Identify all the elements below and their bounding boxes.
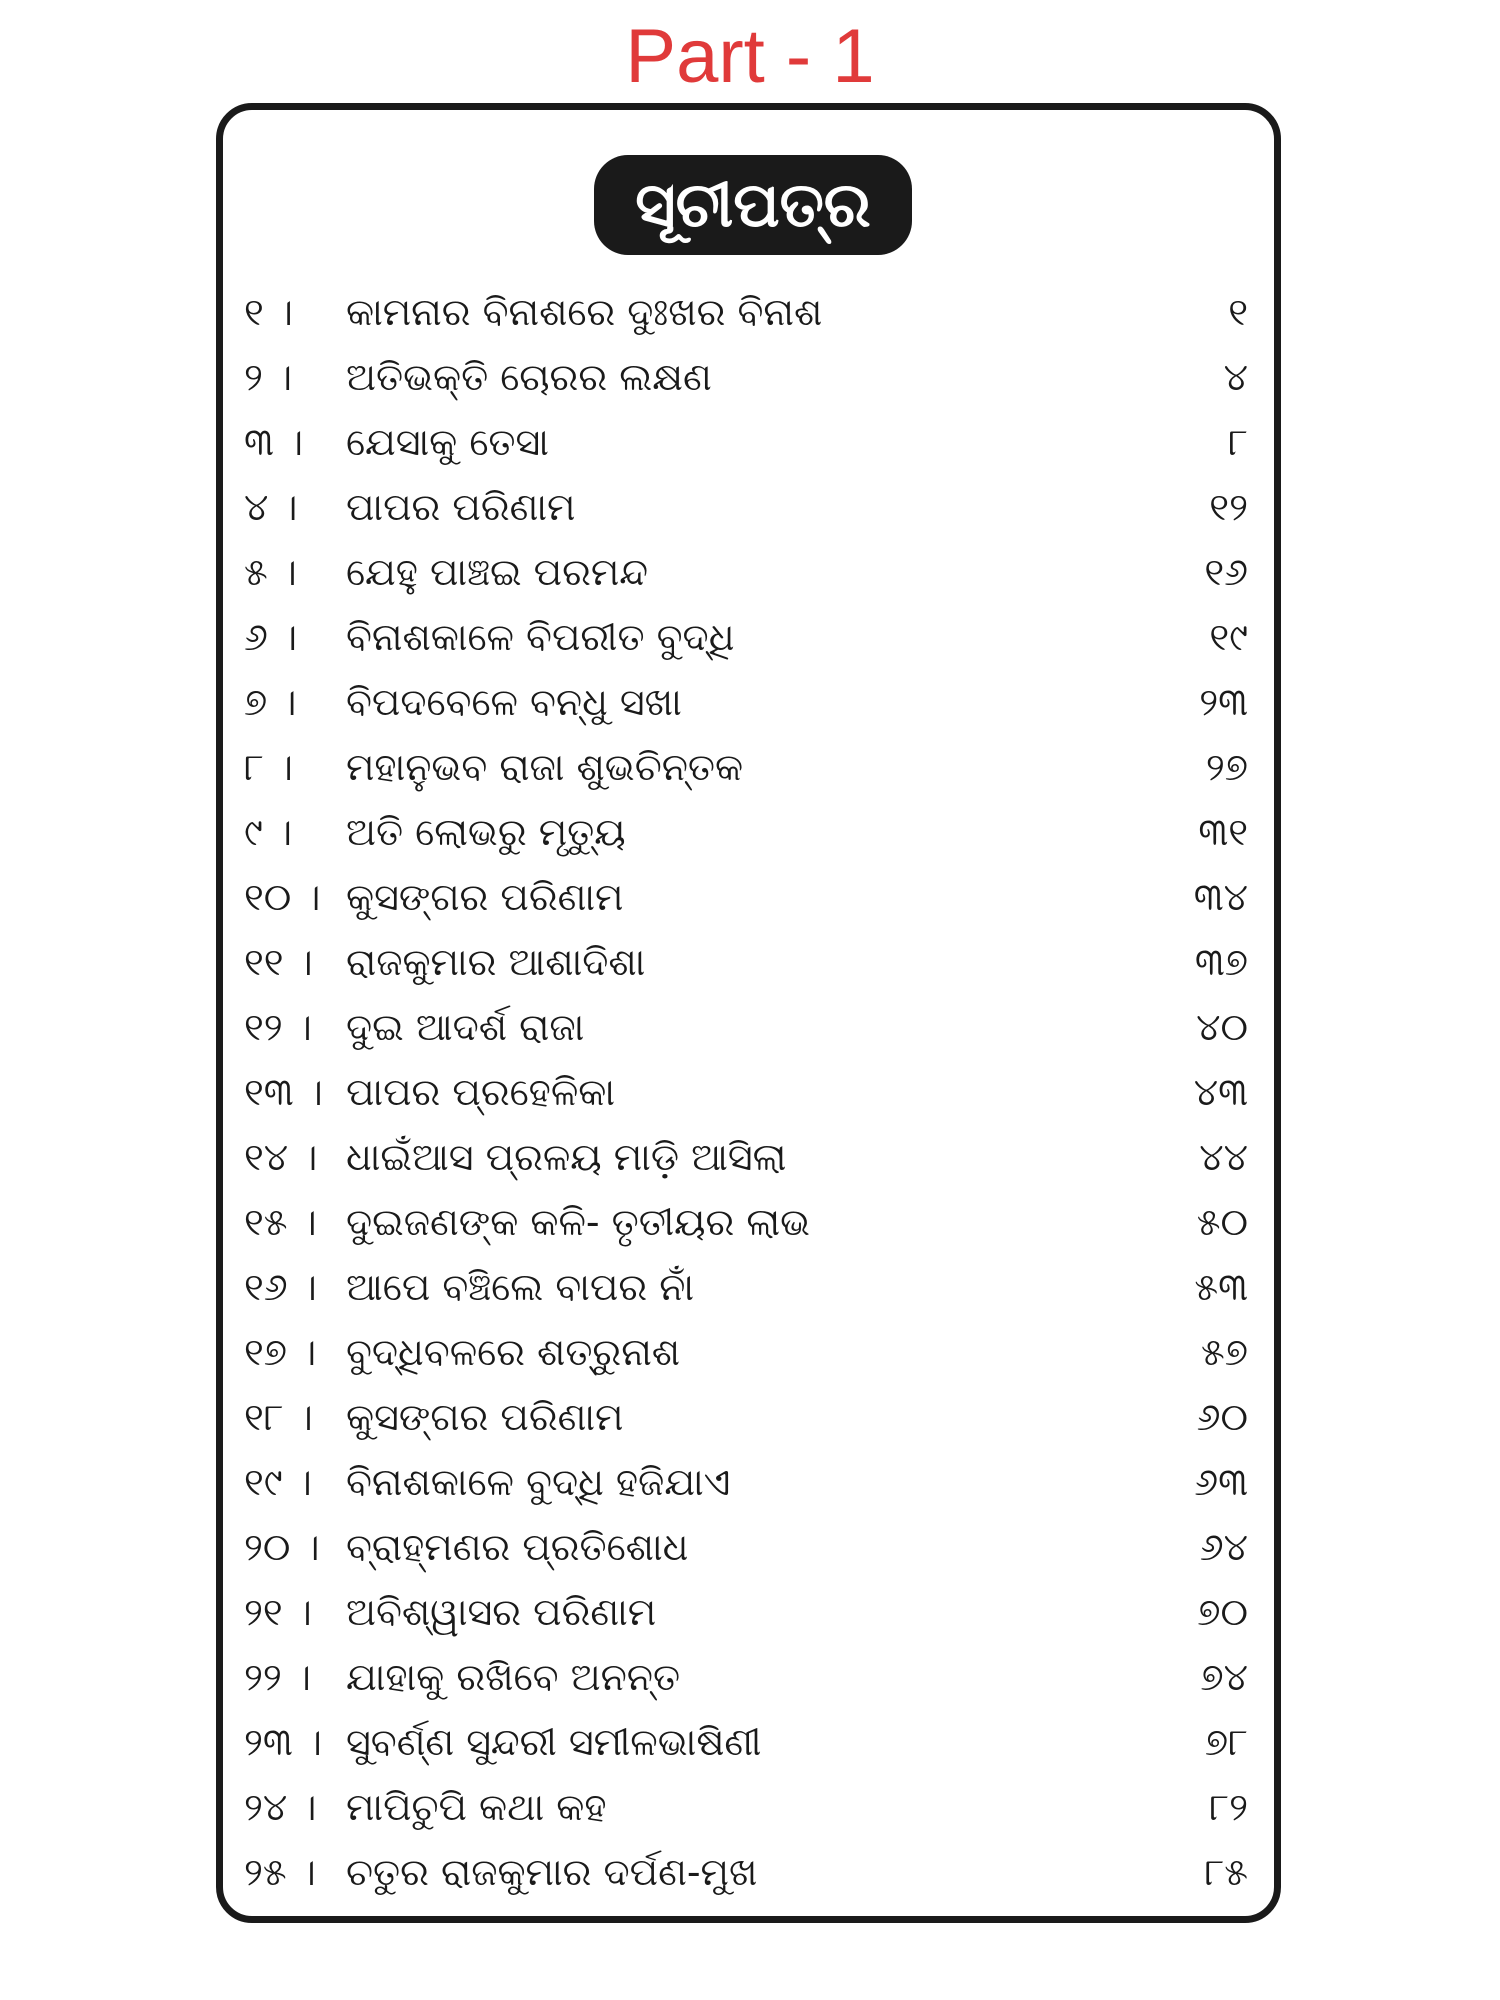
toc-entry-number: ୨ । (244, 355, 293, 399)
toc-entry (244, 475, 1248, 540)
toc-entry (244, 605, 1248, 670)
toc-entry-title: ସୁବର୍ଣ୍ଣ ସୁନ୍ଦରୀ ସମୀଳଭାଷିଣୀ (346, 1720, 762, 1764)
toc-entry-number: ୧୦ । (244, 875, 321, 919)
toc-entry (244, 1190, 1248, 1255)
toc-entry-number: ୧୩ । (244, 1070, 323, 1114)
toc-entry-page: ୫୦ (1196, 1200, 1248, 1244)
toc-entry (244, 1060, 1248, 1125)
toc-entry-number: ୧୫ । (244, 1200, 317, 1244)
toc-entry-number: ୧୧ । (244, 940, 313, 984)
toc-entry-title: ବିପଦବେଳେ ବନ୍ଧୁ ସଖା (346, 680, 682, 724)
toc-entry-page: ୧୬ (1204, 550, 1248, 594)
toc-entry (244, 345, 1248, 410)
toc-list (244, 280, 1248, 1905)
toc-entry-title: କୁସଙ୍ଗର ପରିଣାମ (346, 1395, 624, 1439)
toc-entry-title: ପାପର ପ୍ରହେଳିକା (346, 1070, 615, 1114)
toc-entry-page: ୮୫ (1204, 1850, 1248, 1894)
toc-entry-number: ୨୧ । (244, 1590, 312, 1634)
toc-entry-number: ୨୫ । (244, 1850, 316, 1894)
toc-entry-page: ୭୮ (1204, 1720, 1248, 1764)
toc-entry-title: ଯାହାକୁ ରଖିବେ ଅନନ୍ତ (346, 1655, 681, 1699)
toc-entry-page: ୪୩ (1193, 1070, 1248, 1114)
toc-entry-title: ବ୍ରାହ୍ମଣର ପ୍ରତିଶୋଧ (346, 1525, 689, 1569)
toc-entry-title: ଯେହୁ ପାଞ୍ଚଇ ପରମନ୍ଦ (346, 550, 648, 594)
toc-entry-number: ୫ । (244, 550, 297, 594)
toc-entry-title: ବିନାଶକାଳେ ବୁଦ୍ଧି ହଜିଯାଏ (346, 1460, 731, 1504)
toc-entry-page: ୩୪ (1193, 875, 1248, 919)
part-heading: Part - 1 (625, 14, 875, 99)
toc-entry-title: ଅବିଶ୍ୱାସର ପରିଣାମ (346, 1590, 657, 1634)
toc-entry (244, 1320, 1248, 1385)
toc-entry (244, 1840, 1248, 1905)
toc-entry-title: ଦୁଇଜଣଙ୍କ କଳି- ତୃତୀୟର ଲାଭ (346, 1200, 811, 1244)
toc-entry-title: ରାଜକୁମାର ଆଶାଦିଶା (346, 940, 646, 984)
toc-entry-page: ୭୪ (1200, 1655, 1248, 1699)
toc-entry-page: ୩୧ (1198, 810, 1248, 854)
toc-entry-page: ୪ (1223, 355, 1248, 399)
toc-entry (244, 1125, 1248, 1190)
toc-entry-page: ୫୭ (1201, 1330, 1248, 1374)
toc-entry (244, 735, 1248, 800)
toc-entry (244, 1385, 1248, 1450)
toc-entry-title: ଦୁଇ ଆଦର୍ଶ ରାଜା (346, 1005, 585, 1049)
toc-entry-page: ୧୯ (1209, 615, 1248, 659)
toc-entry-number: ୨୩ । (244, 1720, 322, 1764)
toc-entry (244, 1515, 1248, 1580)
toc-entry (244, 1255, 1248, 1320)
toc-entry-page: ୮ (1228, 420, 1248, 464)
toc-entry (244, 410, 1248, 475)
toc-entry (244, 995, 1248, 1060)
toc-entry (244, 1580, 1248, 1645)
toc-entry (244, 1710, 1248, 1775)
toc-entry-title: ଅତି ଲୋଭରୁ ମୃତ୍ୟୁ (346, 810, 626, 854)
toc-entry-page: ୬୪ (1199, 1525, 1248, 1569)
toc-entry-number: ୪ । (244, 485, 298, 529)
toc-entry-number: ୯ । (244, 810, 293, 854)
toc-entry-page: ୮୨ (1209, 1785, 1248, 1829)
toc-entry-number: ୩ । (244, 420, 304, 464)
toc-entry-page: ୧୨ (1209, 485, 1248, 529)
toc-entry-number: ୧୭ । (244, 1330, 317, 1374)
toc-entry-page: ୩୭ (1194, 940, 1248, 984)
toc-entry-number: ୮ । (244, 745, 294, 789)
toc-entry (244, 1645, 1248, 1710)
toc-entry-page: ୨୩ (1199, 680, 1248, 724)
toc-entry-page: ୪୦ (1196, 1005, 1248, 1049)
toc-title-badge: ସୂଚୀପତ୍ର (594, 155, 912, 255)
toc-entry-title: କୁସଙ୍ଗର ପରିଣାମ (346, 875, 624, 919)
toc-entry (244, 800, 1248, 865)
toc-entry-title: ଚତୁର ରାଜକୁମାର ଦର୍ପଣ-ମୁଖ (346, 1850, 758, 1894)
toc-entry-number: ୨୦ । (244, 1525, 320, 1569)
toc-entry (244, 865, 1248, 930)
toc-entry (244, 540, 1248, 605)
toc-entry-title: ଅତିଭକ୍ତି ଚୋରର ଲକ୍ଷଣ (346, 355, 712, 399)
toc-entry-title: ପାପର ପରିଣାମ (346, 485, 576, 529)
toc-entry-number: ୧୯ । (244, 1460, 312, 1504)
toc-entry-number: ୨୪ । (244, 1785, 317, 1829)
toc-entry-page: ୨୭ (1205, 745, 1248, 789)
toc-entry-title: ମହାନୁଭବ ରାଜା ଶୁଭଚିନ୍ତକ (346, 745, 744, 789)
toc-entry (244, 1775, 1248, 1840)
toc-entry-page: ୬୦ (1196, 1395, 1248, 1439)
toc-entry-number: ୨୨ । (244, 1655, 312, 1699)
toc-entry (244, 1450, 1248, 1515)
toc-entry (244, 930, 1248, 995)
toc-entry-title: ଯେସାକୁ ତେସା (346, 420, 549, 464)
toc-entry-page: ୧ (1228, 290, 1248, 334)
toc-entry-number: ୧୬ । (244, 1265, 317, 1309)
toc-entry-number: ୧ । (244, 290, 293, 334)
toc-entry-number: ୭ । (244, 680, 297, 724)
toc-entry-number: ୧୨ । (244, 1005, 312, 1049)
toc-entry-title: ଧାଇଁଆସ ପ୍ରଳୟ ମାଡ଼ି ଆସିଲା (346, 1135, 787, 1179)
toc-entry-page: ୬୩ (1194, 1460, 1248, 1504)
toc-entry-page: ୫୩ (1194, 1265, 1248, 1309)
toc-entry-title: ମାପିଚୁପି କଥା କହ (346, 1785, 607, 1829)
toc-entry-page: ୪୪ (1199, 1135, 1248, 1179)
toc-entry (244, 280, 1248, 345)
toc-entry-title: କାମନାର ବିନାଶରେ ଦୁଃଖର ବିନାଶ (346, 290, 823, 334)
toc-entry-page: ୭୦ (1197, 1590, 1248, 1634)
toc-entry-number: ୧୪ । (244, 1135, 318, 1179)
toc-entry (244, 670, 1248, 735)
toc-entry-title: ବିନାଶକାଳେ ବିପରୀତ ବୁଦ୍ଧି (346, 615, 735, 659)
toc-entry-number: ୧୮ । (244, 1395, 313, 1439)
toc-entry-number: ୬ । (244, 615, 298, 659)
toc-entry-title: ବୁଦ୍ଧିବଳରେ ଶତ୍ରୁନାଶ (346, 1330, 681, 1374)
toc-entry-title: ଆପେ ବଞ୍ଚିଲେ ବାପର ନାଁ (346, 1265, 695, 1309)
